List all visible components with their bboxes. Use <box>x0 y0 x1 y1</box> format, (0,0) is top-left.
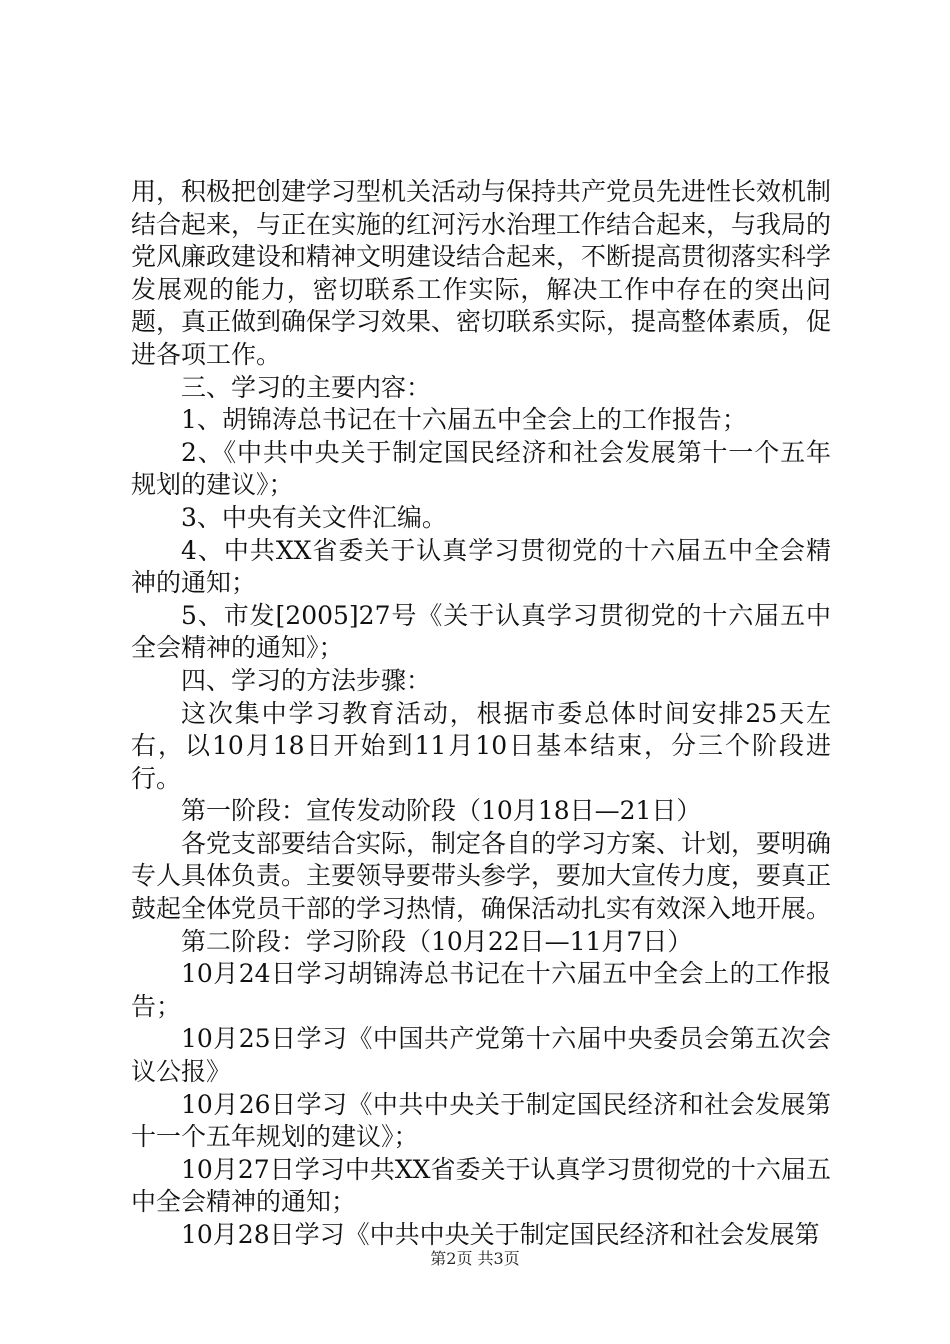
paragraph: 各党支部要结合实际，制定各自的学习方案、计划，要明确专人具体负责。主要领导要带头参学，要加大宣传力度，要真正鼓起全体党员干部的学习热情，确保活动扎实有效深入地开展。 <box>131 828 832 924</box>
paragraph: 10月27日学习中共XX省委关于认真学习贯彻党的十六届五中全会精神的通知； <box>131 1154 831 1217</box>
paragraph: 3、中央有关文件汇编。 <box>181 502 447 532</box>
paragraph: 1、胡锦涛总书记在十六届五中全会上的工作报告； <box>181 405 747 435</box>
paragraph: 4、中共XX省委关于认真学习贯彻党的十六届五中全会精神的通知； <box>131 535 831 598</box>
paragraph: 5、市发[2005]27号《关于认真学习贯彻党的十六届五中全会精神的通知》； <box>131 600 831 663</box>
paragraph: 四、学习的方法步骤： <box>181 665 432 695</box>
paragraph: 10月26日学习《中共中央关于制定国民经济和社会发展第十一个五年规划的建议》； <box>131 1089 831 1152</box>
paragraph: 10月24日学习胡锦涛总书记在十六届五中全会上的工作报告； <box>131 959 831 1021</box>
document-body <box>131 176 831 1252</box>
paragraph: 第一阶段：宣传发动阶段（10月18日—21日） <box>181 796 702 826</box>
paragraph: 用，积极把创建学习型机关活动与保持共产党员先进性长效机制结合起来，与正在实施的红河污水治理工作结合起来，与我局的党风廉政建设和精神文明建设结合起来，不断提高贯彻落实科学发展观的能力，密切联系工作实际，解决工作中存在的突出问题，真正做到确保学习效果、密切联系实际，提高整体素质，促进各项工作。 <box>131 177 832 369</box>
paragraph: 这次集中学习教育活动，根据市委总体时间安排25天左右，以10月18日开始到11月10日基本结束，分三个阶段进行。 <box>131 698 831 793</box>
paragraph: 三、学习的主要内容： <box>181 372 432 402</box>
page-footer: 第2页 共3页 <box>430 1249 520 1268</box>
paragraph: 10月25日学习《中国共产党第十六届中央委员会第五次会议公报》 <box>131 1024 831 1087</box>
paragraph: 2、《中共中央关于制定国民经济和社会发展第十一个五年规划的建议》； <box>131 437 831 500</box>
paragraph: 第二阶段：学习阶段（10月22日—11月7日） <box>181 926 693 956</box>
paragraph: 10月28日学习《中共中央关于制定国民经济和社会发展第 <box>181 1220 820 1249</box>
